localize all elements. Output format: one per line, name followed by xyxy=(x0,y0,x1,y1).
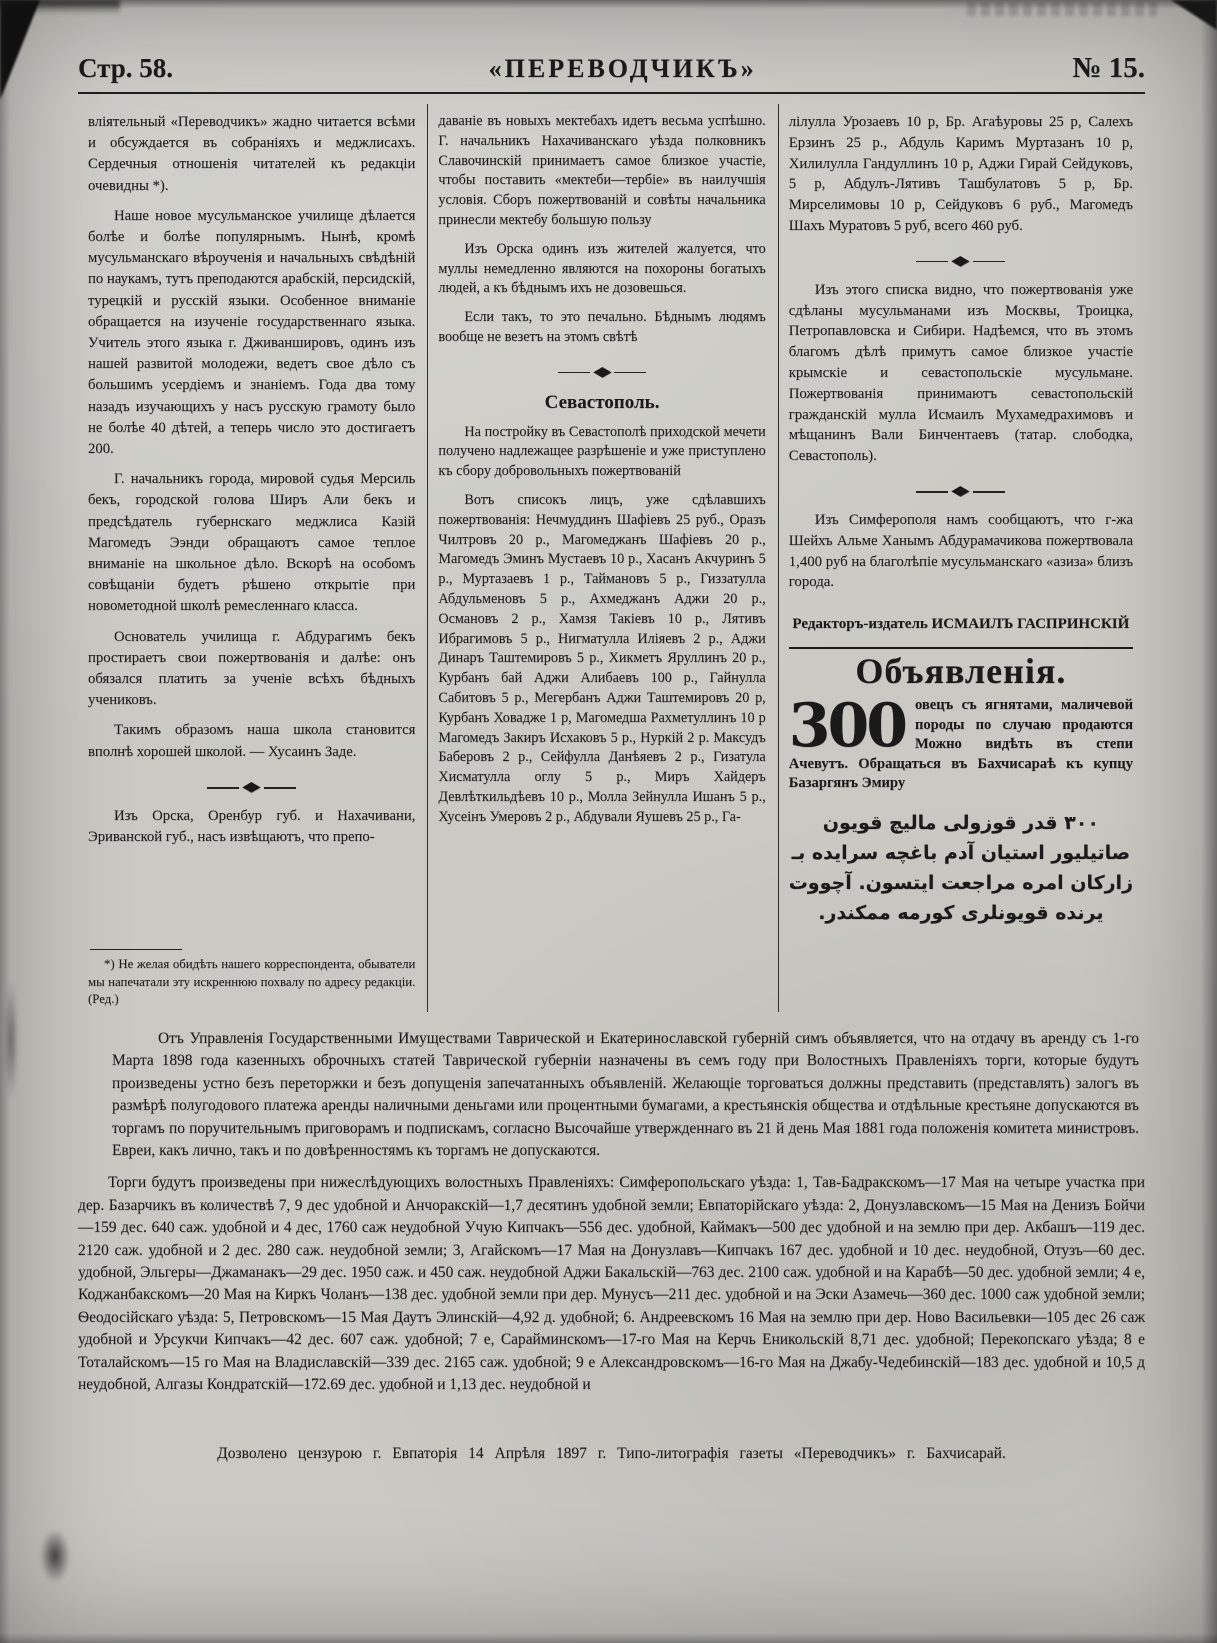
arabic-line: يرنده قويونلرى كورمه ممكندر. xyxy=(818,901,1104,924)
issue-number: № 15. xyxy=(1072,52,1145,84)
announcement-paragraph: Отъ Управленія Государственными Имуществами Таврической и Екатеринославской губерній симъ объявляется, что на отдачу въ аренду съ 1-го Марта 1898 года казенныхъ оброчныхъ статей Таврической губерніи назначены въ семъ году при Волостныхъ Правленіяхъ торги, которые будутъ произведены устно безъ переторжки и безъ допущенія запечатанныхъ объявленій. Желающіе торговаться должны представить (представлять) залогъ въ размѣрѣ полугодового платежа аренды наличными деньгами или процентными бумагами, а крестьянскія общества и отдѣльные крестьяне допускаются въ торгамъ по поручительнымъ приговорамъ и подпискамъ, согласно Высочайше утвержденнаго въ 21 й день Мая 1881 года положенія комитета министровъ. Евреи, какъ лично, такъ и по довѣренностямъ къ торгамъ не допускаются. xyxy=(112,1030,1139,1160)
article-paragraph: Изъ Орска одинъ изъ жителей жалуется, что муллы немедленно являются на похороны богатыхъ людей, а къ бѣднымъ ихъ не дозовешься. xyxy=(438,240,766,297)
diamond-divider-icon: ◆ xyxy=(242,779,261,795)
article-paragraph: Изъ этого списка видно, что пожертвованія уже сдѣланы мусульманами изъ Москвы, Троицка, Петропавловска и Сибири. Надѣемся, что въ этомъ благомъ дѣлѣ примутъ самое близкое участіе крымскіе и севастопольскіе мусульмане. Пожертвованія принимаютъ севастопольскій гражданскій мулла Исмаилъ Мухамедрахимовъ и мѣщанинъ Вали Бинчентаевъ (татар. слободка, Севастополь). xyxy=(788,281,1134,465)
article-paragraph: На постройку въ Севастополѣ приходской мечети получено надлежащее разрѣшеніе и уже приступлено къ сбору добровольныхъ пожертвованій xyxy=(438,423,766,480)
section-divider xyxy=(438,366,765,380)
donor-list-continued: лілулла Урозаевъ 10 р, Бр. Агаѣуровы 25 р, Салехъ Ерзинъ 25 р., Абдуль Каримъ Муртазанъ 10 р, Хилилулла Гандуллинъ 10 р, Аджи Гирай Сейдуковъ, 5 р, Абдулъ-Лятивъ Ташбулатовъ 5 р, Бр. Мирселимовы 10 р, Сейдуковъ 6 руб., Магомедъ Шахъ Муратовъ 5 руб, всего 460 руб. xyxy=(788,114,1134,234)
column-1 xyxy=(78,104,427,1012)
article-paragraph: Основатель училища г. Абдурагимъ бекъ простираетъ свои пожертвованія и далѣе: онъ обязался платить за ученіе всѣхъ бѣдныхъ учениковъ. xyxy=(88,628,416,709)
announcement-paragraph: Торги будутъ произведены при нижеслѣдующихъ волостныхъ Правленіяхъ: Симферопольскаго уѣзда: 1, Тав-Бадракскомъ—17 Мая на четыре участка при дер. Базарчикъ въ количествѣ 7, 9 дес удобной и Анчоракскій—1,7 десятинъ удобной земли; Евпаторійскаго уѣзда: 2, Донузлавскомъ—15 Мая на Денизъ Бойчи—159 дес. 640 саж. удобной и 4 дес, 1760 саж неудобной Учую Кипчакъ—556 дес. удобной, Каймакъ—500 дес удобной и на землю при дер. Акбашъ—119 дес. 2120 саж. удобной и 2 дес. 280 саж. неудобной земли; 3, Агайскомъ—17 Мая на Донузлавъ—Кипчакъ 167 дес. удобной и 10 дес. неудобной, Отузъ—60 дес. удобной, Эльгеры—Джаманакъ—29 дес. 1950 саж. и 450 саж. неудобной Аджи Бакальскій—763 дес. 2100 саж. удобной и на Карабѣ—50 дес. удобной земли; 4 е, Коджанбакскомъ—20 Мая на Киркъ Чоланъ—138 дес. удобной земли при дер. Мунусъ—211 дес. удобной и на Эски Азамечь—360 дес. 1000 саж удобной земли; Ѳеодосійскаго уѣзда: 5, Петровскомъ—15 Мая Даутъ Элинскій—4,92 д. удобной; 6. Андреевскомъ 16 Мая на землю при дер. Ново Васильевки—105 дес 26 саж удобной и Урсукчи Кипчакъ—42 дес. 607 саж. удобной; 7 е, Сарайминскомъ—17-го Мая на Керчь Еникольскій 8,71 дес. удобной; Перекопскаго уѣзда; 8 е Тоталайскомъ—15 го Мая на Владиславскій—339 дес. 2165 саж. удобной; 9 е Александровскомъ—16-го Мая на Джабу-Чедебинскій—183 дес. удобной и 10,5 д неудобной, Алгазы Кондратскій—172.69 дес. удобной и 1,13 дес. неудобной и xyxy=(78,1174,1145,1394)
censor-imprint-line: Дозволено цензурою г. Евпаторія 14 Апрѣля 1897 г. Типо-литографія газеты «Переводчикъ» г. Бахчисарай. xyxy=(217,1444,1006,1462)
divider-line xyxy=(614,372,646,373)
footnote-block xyxy=(88,943,415,1012)
editor-publisher-line: Редакторъ-издатель ИСМАИЛЪ ГАСПРИНСКІЙ xyxy=(792,616,1130,633)
arabic-line: صاتيليور استيان آدم باغچه سرايده بـ xyxy=(791,841,1131,864)
scan-edge-bottom xyxy=(0,1633,1217,1643)
article-paragraph: Наше новое мусульманское училище дѣлается болѣе и болѣе популярнымъ. Нынѣ, кромѣ мусульманскаго вѣроученія и начальныхъ свѣдѣній по наукамъ, тутъ преподаются арабскій, персидскій, турецкій и русскій языки. Особенное вниманіе обращается на изученіе государственнаго языка. Учитель этого языка г. Дживаншировъ, одинъ изъ нашей развитой молодежи, ведетъ свое дѣло съ большимъ усердіемъ и знаніемъ. Года два тому назадъ изучающихъ у насъ русскую грамоту было не болѣе 40 дѣтей, а теперь число это достигаетъ 200. xyxy=(88,207,416,458)
article-paragraph: Г. начальникъ города, мировой судья Мерсиль бекъ, городской голова Ширъ Али бекъ и предсѣдатель губернскаго меджлиса Казій Магомедъ Ээнди обращаютъ самое теплое вниманіе на школьное дѣло. Вскорѣ на особомъ совѣщаніи будетъ рѣшено открытіе при новометодной школѣ ремесленнаго класса. xyxy=(88,471,416,615)
article-paragraph: даваніе въ новыхъ мектебахъ идетъ весьма успѣшно. Г. начальникъ Нахачиванскаго уѣзда полковникъ Славочинскій принимаетъ самое близкое участіе, чтобы поставить «мектеби—тербіе» въ наилучшія условія. Сборъ пожертвованій и совѣты начальника принесли мектебу большую пользу xyxy=(438,113,766,228)
column-3 xyxy=(778,104,1145,1012)
classified-ad xyxy=(789,696,1133,794)
divider-line xyxy=(973,491,1005,492)
section-divider xyxy=(88,781,415,795)
donor-list: Вотъ списокъ лицъ, уже сдѣлавшихъ пожертвованія: Нечмуддинъ Шафіевъ 25 руб., Оразъ Чилтровъ 20 р., Магомеджанъ Шафіевъ 20 р., Магомедъ Эминъ Мустаевъ 10 р., Хасанъ Акчуринъ 5 р., Муртазаевъ 1 р., Таймановъ 5 р., Гиззатулла Абдульменовъ 5 р., Ахмеджанъ Аджи 20 р., Османовъ 2 р., Хамзя Такіевъ 10 р., Лятивъ Ибрагимовъ 5 р., Нигматулла Иліяевъ 2 р., Аджи Динаръ Таштемировъ 5 р., Хикметъ Яруллинъ 20 р., Курбанъ бай Аджи Алибаевъ 100 р., Гайнулла Сабитовъ 5 р., Мегербанъ Аджи Таштемировъ 20 р, Курбанъ Ховадже 1 р, Магомедша Рахметуллинъ 10 р Магомедъ Закиръ Исхаковъ 5 р., Нуркій 2 р. Максудъ Баберовъ 2 р., Сейфулла Данѣяевъ 2 р., Гизатула Хисматулла оглу 5 р., Миръ Хайдеръ Девлѣткильдѣевъ 10 р., Молла Зейнулла Ишанъ 5 р., Хусеінъ Умеровъ 2 р., Абдували Яушевъ 25 р., Га- xyxy=(438,491,766,825)
section-divider xyxy=(789,255,1133,269)
official-announcement xyxy=(78,1028,1145,1397)
footnote-text: *) Не желая обидѣть нашего корреспондента, обыватели мы напечатали эту искреннюю похвалу по адресу редакціи. (Ред.) xyxy=(88,957,416,1006)
ads-section-rule xyxy=(789,647,1133,649)
article-paragraph: Такимъ образомъ наша школа становится вполнѣ хорошей школой. — Хусаинъ Заде. xyxy=(88,722,416,760)
footnote-rule xyxy=(90,949,182,950)
arabic-line: ٣٠٠ قدر قوزولى ماليچ قويون xyxy=(822,811,1099,834)
column-2 xyxy=(427,104,777,1012)
section-heading-sevastopol: Севастополь. xyxy=(544,391,660,413)
divider-line xyxy=(916,261,948,262)
masthead xyxy=(78,52,1145,85)
divider-line xyxy=(264,787,296,788)
section-divider xyxy=(789,485,1133,499)
article-paragraph: Изъ Симферополя намъ сообщаютъ, что г-жа Шейхъ Альме Ханымъ Абдурамачикова пожертвовала 1,400 руб на благолѣпіе мусульманскаго «азиза» близъ города. xyxy=(788,511,1134,591)
masthead-rule xyxy=(78,92,1145,94)
divider-line xyxy=(973,261,1005,262)
divider-line xyxy=(558,372,590,373)
divider-line xyxy=(916,491,948,492)
arabic-line: زاركان امره مراجعت ايتسون. آچووت xyxy=(788,871,1134,894)
diamond-divider-icon: ◆ xyxy=(592,364,612,380)
article-paragraph: вліятельный «Переводчикъ» жадно читается всѣми и обсуждается въ собраніяхъ и меджлисахъ. Сердечныя отношенія читателей къ редакціи очевидны *). xyxy=(88,114,416,194)
columns-area xyxy=(78,104,1145,1012)
article-paragraph: Если такъ, то это печально. Бѣднымъ людямъ вообще не везетъ на этомъ свѣтѣ xyxy=(438,309,766,345)
arabic-script-ad xyxy=(789,808,1133,928)
scan-smudge-bottom-left xyxy=(40,1529,70,1583)
diamond-divider-icon: ◆ xyxy=(951,253,971,269)
ad-big-number: 300 xyxy=(788,695,905,761)
ad-text: овецъ съ ягнятами, маличевой породы по случаю продаются Можно видѣть въ степи Ачевутъ. Обращаться въ Бахчисараѣ къ купцу Базаргянъ Эмиру xyxy=(788,696,1134,792)
masthead-title: «ПЕРЕВОДЧИКЪ» xyxy=(488,54,757,83)
diamond-divider-icon: ◆ xyxy=(951,483,971,499)
ads-section-heading: Объявленія. xyxy=(855,651,1067,692)
page-number: Стр. 58. xyxy=(78,53,174,83)
divider-line xyxy=(207,787,239,788)
article-paragraph: Изъ Орска, Оренбур губ. и Нахачивани, Эриванской губ., насъ извѣщаютъ, что препо- xyxy=(88,807,416,846)
